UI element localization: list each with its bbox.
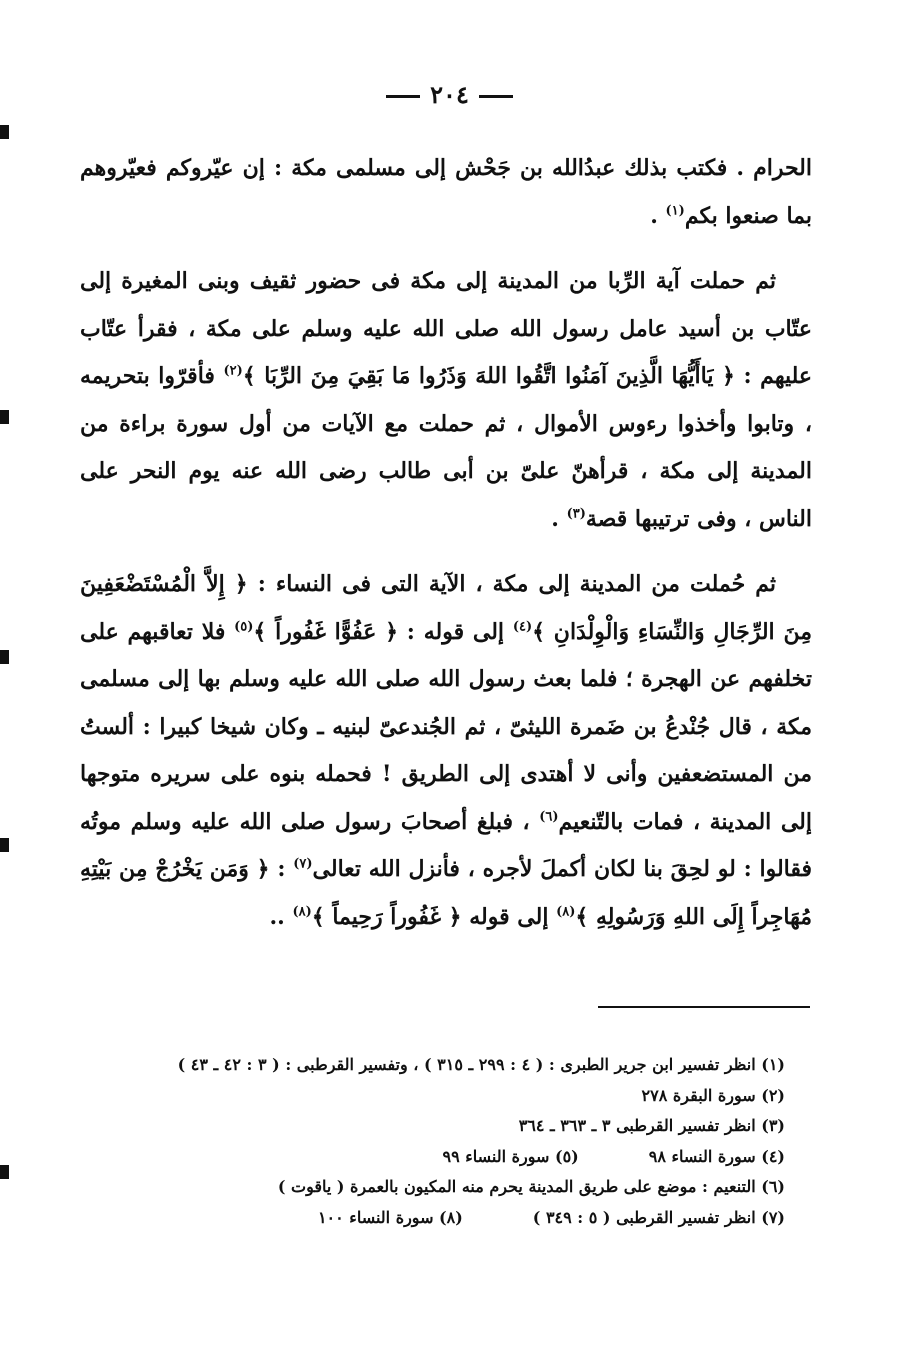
paragraph-3-tail-4: : ﴿ وَمَن يَخْرُجْ مِن بَيْتِهِ مُهَاجِراً إِلَى اللهِ وَرَسُولِهِ ﴾ xyxy=(80,856,812,930)
footnote-7-8 xyxy=(80,1203,785,1234)
page-number-text: ٢٠٤ xyxy=(430,80,469,109)
footnote-ref: (٧) xyxy=(293,856,313,872)
scan-edge-mark xyxy=(0,410,9,424)
footnote-ref: (٦) xyxy=(539,809,559,825)
footnote-ref: (٥) xyxy=(234,619,254,635)
footnote-text: (٣) انظر تفسير القرطبى ٣ ـ ٣٦٣ ـ ٣٦٤ xyxy=(518,1116,785,1135)
footnote-ref: (٣) xyxy=(566,506,586,522)
footnote-ref: (٤) xyxy=(512,619,533,635)
footnote-text-second: (٨) سورة النساء ١٠٠ xyxy=(317,1207,463,1227)
footnote-1 xyxy=(80,1050,785,1081)
footnote-separator xyxy=(598,1006,810,1008)
paragraph-1-text: الحرام . فكتب بذلك عبدُالله بن جَحْش إلى مسلمى مكة : إن عيّروكم فعيّروهم بما صنعوا بكم xyxy=(80,155,812,229)
paragraph-2 xyxy=(80,258,812,543)
footnote-ref: (٨) xyxy=(556,904,576,920)
footnote-ref: (٨) xyxy=(292,904,312,920)
footnote-text: (٢) سورة البقرة ٢٧٨ xyxy=(641,1085,785,1105)
paragraph-1 xyxy=(80,145,812,240)
page-number xyxy=(0,80,899,109)
paragraph-2-text: ثم حملت آية الرِّبا من المدينة إلى مكة فى حضور ثقيف وبنى المغيرة إلى عتّاب بن أسيد عامل رسول الله صلى الله عليه وسلم على مكة ، فقرأ عتّاب عليهم : ﴿ يَاأَيُّهَا الَّذِينَ آمَنُوا اتَّقُوا اللهَ وَذَرُوا مَا بَقِيَ مِنَ الرِّبَا ﴾ xyxy=(80,268,813,389)
footnote-text: (٧) انظر تفسير القرطبى ( ٥ : ٣٤٩ ) xyxy=(532,1207,785,1227)
scan-edge-mark xyxy=(0,1165,9,1179)
footnote-4-5 xyxy=(80,1142,785,1173)
paragraph-3 xyxy=(80,561,812,941)
paragraph-1-tail: . xyxy=(650,202,666,229)
paragraph-3-tail-5: إلى قوله ﴿ غَفُوراً رَحِيماً ﴾ xyxy=(311,903,557,930)
page-number-dash-left xyxy=(386,95,420,98)
footnote-text: (٦) التنعيم : موضع على طريق المدينة يحرم منه المكيون بالعمرة ( ياقوت ) xyxy=(277,1177,785,1196)
footnote-ref: (٢) xyxy=(223,363,243,379)
footnote-6 xyxy=(80,1172,785,1203)
paragraph-3-tail-3: ، فبلغ أصحابَ رسول صلى الله عليه وسلم موتُه فقالوا : لو لحِقَ بنا لكان أكملَ لأجره ، فأنزل الله تعالى xyxy=(80,808,812,882)
scan-edge-mark xyxy=(0,838,9,852)
footnote-3 xyxy=(80,1111,785,1142)
footnote-2 xyxy=(80,1081,785,1112)
page-number-dash-right xyxy=(479,95,513,98)
footnote-text-second: (٥) سورة النساء ٩٩ xyxy=(442,1146,579,1166)
footnote-text: (١) انظر تفسير ابن جرير الطبرى : ( ٤ : ٢٩٩ ـ ٣١٥ ) ، وتفسير القرطبى : ( ٣ : ٤٢ ـ ٤٣ ) xyxy=(177,1055,785,1074)
paragraph-3-tail-6: .. xyxy=(269,903,293,930)
paragraph-2-tail-2: . xyxy=(551,505,567,532)
footnote-ref: (١) xyxy=(665,203,685,219)
scan-edge-mark xyxy=(0,125,9,139)
footnotes xyxy=(80,1050,785,1233)
body-text xyxy=(80,145,812,941)
footnote-text: (٤) سورة النساء ٩٨ xyxy=(648,1146,785,1166)
paragraph-3-tail-2: فلا تعاقبهم على تخلفهم عن الهجرة ؛ فلما بعث رسول الله صلى الله عليه وسلم بها إلى مسلمى مكة ، قال جُنْدعُ بن ضَمرة الليثىّ ، ثم الجُندعىّ لبنيه ـ وكان شيخا كبيرا : ألستُ من المستضعفين وأنى لا أهتدى إلى الطريق ! فحمله بنوه على سريره متوجها إلى المدينة ، فمات بالتّنعيم xyxy=(80,618,812,835)
paragraph-2-tail: فأقرّوا بتحريمه ، وتابوا وأخذوا رءوس الأموال ، ثم حملت مع الآيات من أول سورة براءة من المدينة إلى مكة ، قرأهنّ علىّ بن أبى طالب رضى الله عنه يوم النحر على الناس ، وفى ترتيبها قصة xyxy=(80,363,812,532)
paragraph-3-tail: إلى قوله : ﴿ عَفُوًّا غَفُوراً ﴾ xyxy=(253,618,513,645)
scan-edge-mark xyxy=(0,650,9,664)
paragraph-3-text: ثم حُملت من المدينة إلى مكة ، الآية التى فى النساء : ﴿ إِلاَّ الْمُسْتَضْعَفِينَ مِنَ الرِّجَالِ وَالنِّسَاءِ وَالْوِلْدَانِ ﴾ xyxy=(80,571,812,645)
